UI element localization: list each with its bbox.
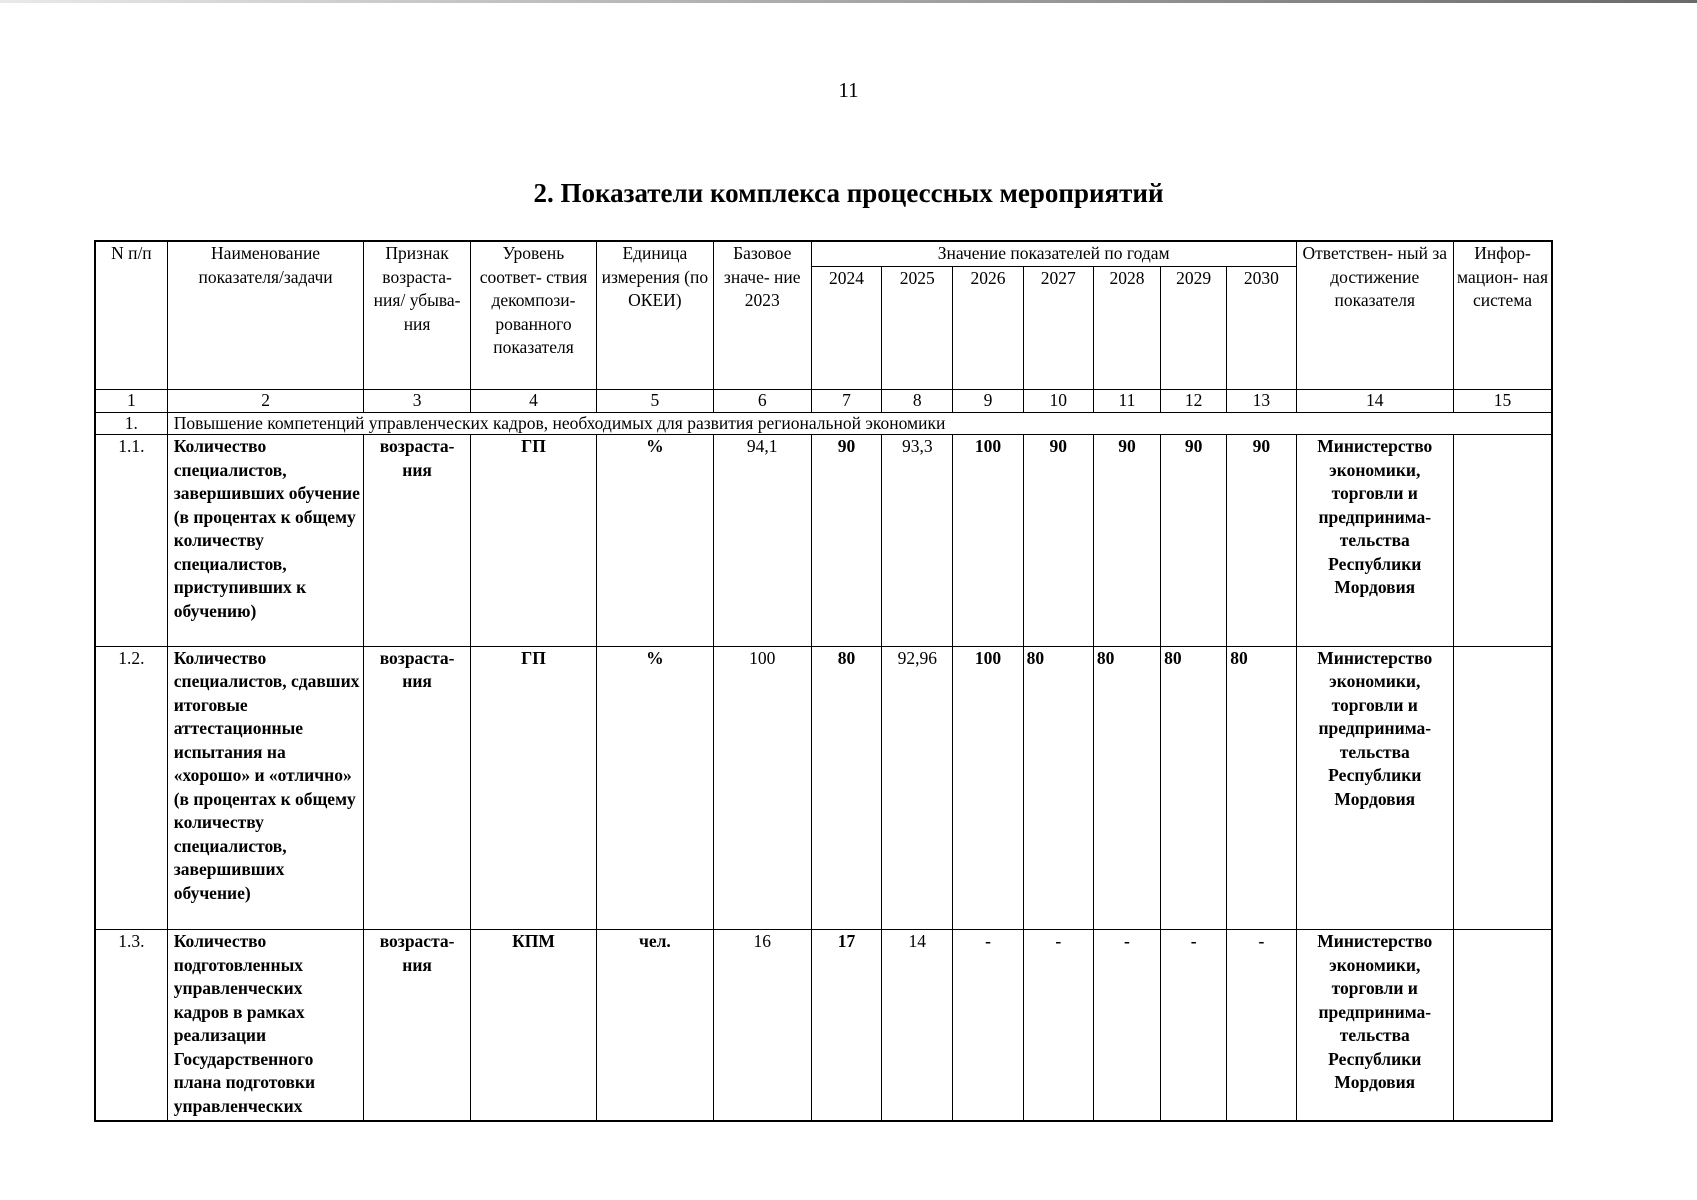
row-responsible: Министерство экономики, торговли и предпринима- тельства Республики Мордовия	[1296, 435, 1454, 647]
row-value-2024: 90	[811, 435, 881, 647]
column-number: 3	[364, 389, 470, 412]
section-title: Повышение компетенций управленческих кадров, необходимых для развития региональной экономики	[167, 412, 1552, 434]
row-base: 100	[713, 646, 811, 929]
row-value-2028: 80	[1093, 646, 1160, 929]
row-sign: возраста- ния	[364, 930, 470, 1121]
header-num: N п/п	[95, 241, 167, 389]
row-value-2025: 92,96	[882, 646, 953, 929]
row-level: ГП	[470, 646, 596, 929]
header-unit: Единица измерения (по ОКЕИ)	[597, 241, 713, 389]
row-value-2027: -	[1023, 930, 1093, 1121]
column-number: 11	[1093, 389, 1160, 412]
header-level: Уровень соответ- ствия декомпози- рованного показателя	[470, 241, 596, 389]
row-sign: возраста- ния	[364, 435, 470, 647]
header-year: 2024	[811, 266, 881, 389]
row-base: 16	[713, 930, 811, 1121]
column-number: 5	[597, 389, 713, 412]
table-row	[95, 435, 1552, 647]
table-row	[95, 646, 1552, 929]
row-name: Количество специалистов, сдавших итоговые аттестационные испытания на «хорошо» и «отлично» (в процентах к общему количеству специалистов, завершивших обучение)	[167, 646, 364, 929]
header-year: 2025	[882, 266, 953, 389]
row-name: Количество специалистов, завершивших обучение (в процентах к общему количеству специалистов, приступивших к обучению)	[167, 435, 364, 647]
section-num: 1.	[95, 412, 167, 434]
column-number: 15	[1454, 389, 1552, 412]
row-system	[1454, 435, 1552, 647]
row-value-2024: 80	[811, 646, 881, 929]
header-year: 2029	[1161, 266, 1227, 389]
row-level: ГП	[470, 435, 596, 647]
row-value-2028: 90	[1093, 435, 1160, 647]
row-base: 94,1	[713, 435, 811, 647]
row-unit: чел.	[597, 930, 713, 1121]
row-value-2026: -	[953, 930, 1023, 1121]
row-system	[1454, 646, 1552, 929]
header-row-top	[95, 241, 1552, 266]
indicators-table	[94, 240, 1553, 1122]
column-number-row	[95, 389, 1552, 412]
header-name: Наименование показателя/задачи	[167, 241, 364, 389]
row-num: 1.1.	[95, 435, 167, 647]
row-responsible: Министерство экономики, торговли и предпринима- тельства Республики Мордовия	[1296, 930, 1454, 1121]
table-row	[95, 930, 1552, 1121]
row-num: 1.2.	[95, 646, 167, 929]
column-number: 4	[470, 389, 596, 412]
row-value-2029: -	[1161, 930, 1227, 1121]
row-value-2030: -	[1227, 930, 1296, 1121]
header-year: 2027	[1023, 266, 1093, 389]
page-number: 11	[838, 78, 859, 102]
header-base: Базовое значе- ние 2023	[713, 241, 811, 389]
row-value-2027: 80	[1023, 646, 1093, 929]
page-title: 2. Показатели комплекса процессных мероприятий	[533, 178, 1164, 208]
column-number: 12	[1161, 389, 1227, 412]
row-value-2024: 17	[811, 930, 881, 1121]
header-year: 2026	[953, 266, 1023, 389]
row-num: 1.3.	[95, 930, 167, 1121]
row-value-2025: 14	[882, 930, 953, 1121]
section-row	[95, 412, 1552, 434]
row-value-2029: 80	[1161, 646, 1227, 929]
row-value-2028: -	[1093, 930, 1160, 1121]
column-number: 13	[1227, 389, 1296, 412]
row-unit: %	[597, 435, 713, 647]
header-year: 2030	[1227, 266, 1296, 389]
header-system: Инфор- мацион- ная система	[1454, 241, 1552, 389]
row-value-2030: 90	[1227, 435, 1296, 647]
row-sign: возраста- ния	[364, 646, 470, 929]
column-number: 14	[1296, 389, 1454, 412]
row-value-2025: 93,3	[882, 435, 953, 647]
column-number: 6	[713, 389, 811, 412]
row-value-2029: 90	[1161, 435, 1227, 647]
row-value-2027: 90	[1023, 435, 1093, 647]
row-value-2030: 80	[1227, 646, 1296, 929]
row-value-2026: 100	[953, 435, 1023, 647]
scan-edge	[0, 0, 1697, 3]
row-level: КПМ	[470, 930, 596, 1121]
header-sign: Признак возраста- ния/ убыва- ния	[364, 241, 470, 389]
header-years-group: Значение показателей по годам	[811, 241, 1296, 266]
column-number: 8	[882, 389, 953, 412]
column-number: 9	[953, 389, 1023, 412]
header-year: 2028	[1093, 266, 1160, 389]
row-name: Количество подготовленных управленческих кадров в рамках реализации Государственного плана подготовки управленческих	[167, 930, 364, 1121]
header-responsible: Ответствен- ный за достижение показателя	[1296, 241, 1454, 389]
column-number: 1	[95, 389, 167, 412]
column-number: 7	[811, 389, 881, 412]
row-value-2026: 100	[953, 646, 1023, 929]
row-unit: %	[597, 646, 713, 929]
column-number: 2	[167, 389, 364, 412]
row-system	[1454, 930, 1552, 1121]
column-number: 10	[1023, 389, 1093, 412]
row-responsible: Министерство экономики, торговли и предпринима- тельства Республики Мордовия	[1296, 646, 1454, 929]
